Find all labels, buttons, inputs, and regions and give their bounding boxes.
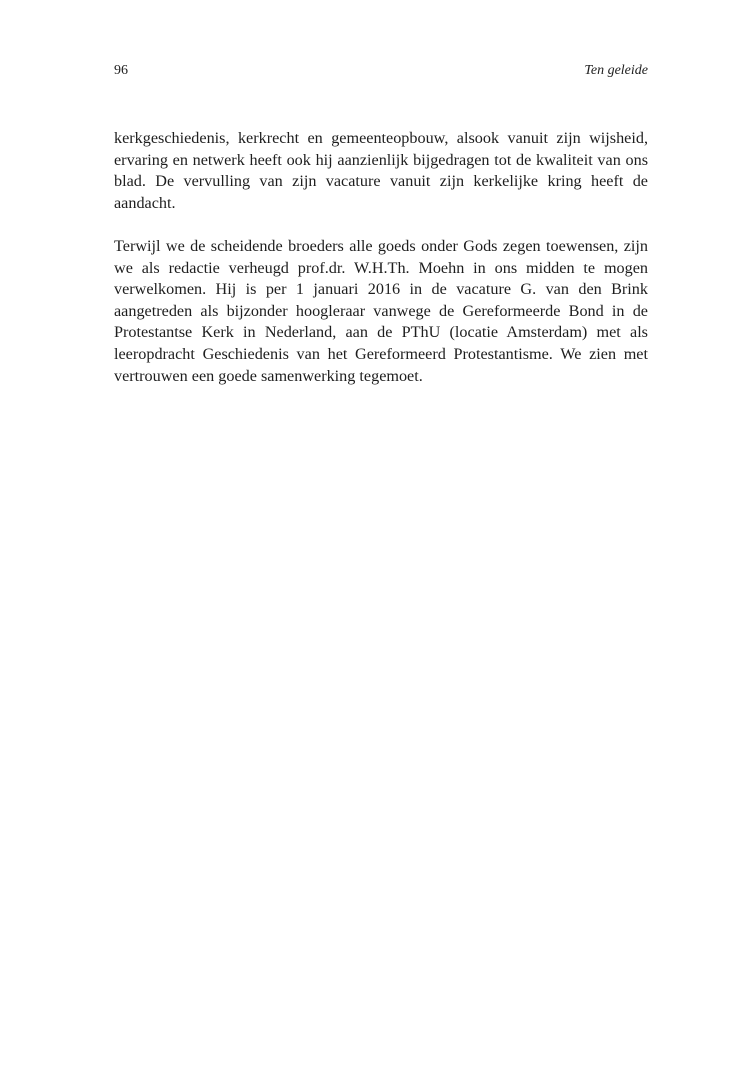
body-text bbox=[114, 128, 648, 387]
paragraph-2: Terwijl we de scheidende broeders alle goeds onder Gods zegen toewensen, zijn we als redactie verheugd prof.dr. W.H.Th. Moehn in ons midden te mogen verwelkomen. Hij is per 1 januari 2016 in de vacature G. van den Brink aangetreden als bijzonder hoogleraar vanwege de Gereformeerde Bond in de Protestantse Kerk in Nederland, aan de PThU (locatie Amsterdam) met als leeropdracht Geschiedenis van het Gereformeerd Protestantisme. We zien met vertrouwen een goede samenwerking tegemoet. bbox=[114, 236, 648, 385]
running-title: Ten geleide bbox=[584, 63, 648, 78]
page-header bbox=[114, 63, 648, 83]
paragraph-1: kerkgeschiedenis, kerkrecht en gemeenteopbouw, alsook vanuit zijn wijsheid, ervaring en netwerk heeft ook hij aanzienlijk bijgedragen tot de kwaliteit van ons blad. De vervulling van zijn vacature vanuit zijn kerkelijke kring heeft de aandacht. bbox=[114, 129, 648, 212]
page-number: 96 bbox=[114, 63, 128, 78]
